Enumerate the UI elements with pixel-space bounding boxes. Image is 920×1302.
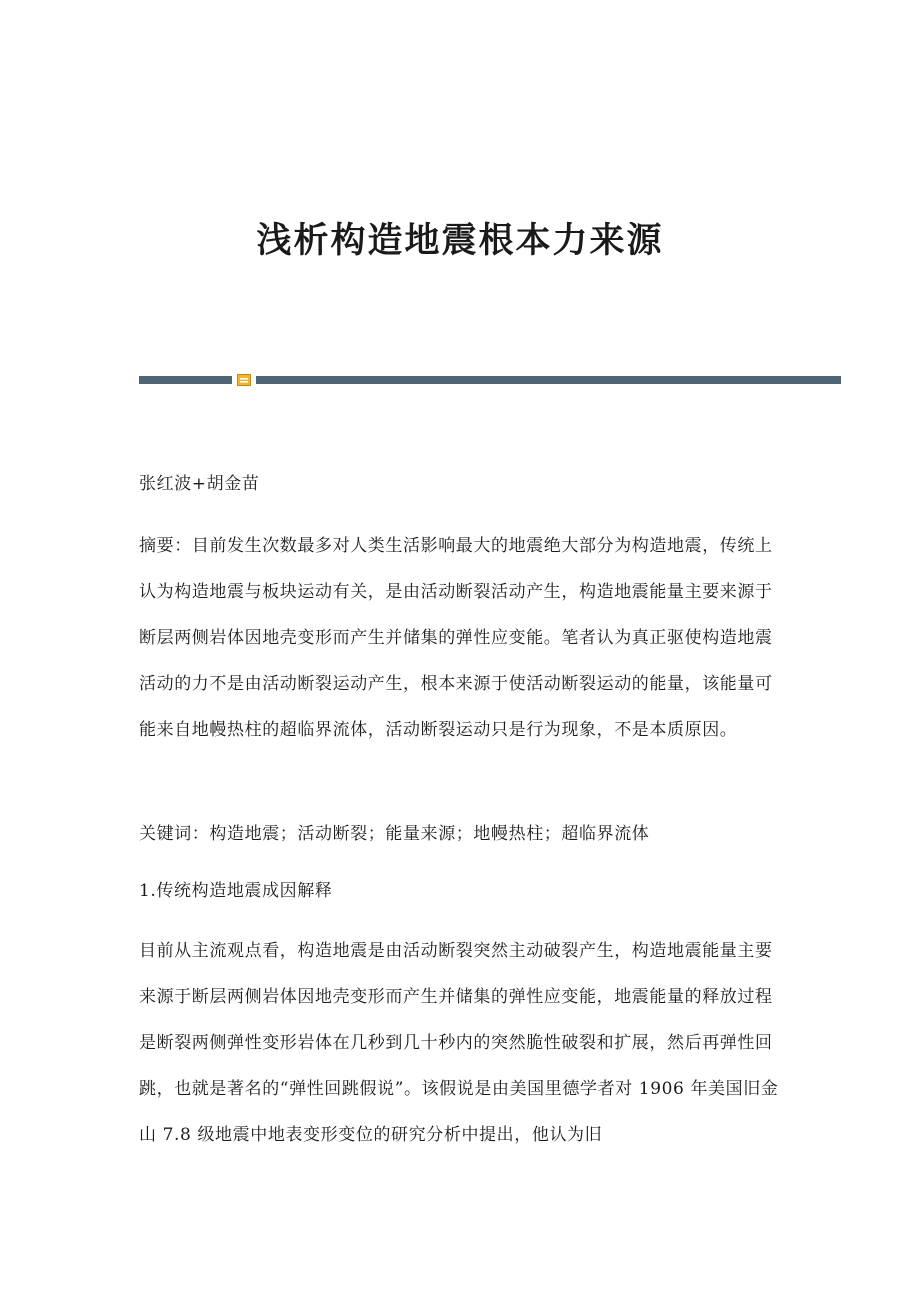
section-heading: 1.传统构造地震成因解释 bbox=[139, 881, 333, 901]
divider-bar-right bbox=[256, 376, 841, 384]
author-line: 张红波+胡金苗 bbox=[139, 474, 260, 494]
divider-bar-left bbox=[139, 376, 232, 384]
keywords-text: 构造地震；活动断裂；能量来源；地幔热柱；超临界流体 bbox=[209, 824, 650, 844]
divider-emblem-icon bbox=[237, 374, 251, 386]
abstract-text: 目前发生次数最多对人类生活影响最大的地震绝大部分为构造地震，传统上认为构造地震与板块运动有关，是由活动断裂活动产生，构造地震能量主要来源于断层两侧岩体因地壳变形而产生并储集的弹性应变能。笔者认为真正驱使构造地震活动的力不是由活动断裂运动产生，根本来源于使活动断裂运动的能量，该能量可能来自地幔热柱的超临界流体，活动断裂运动只是行为现象，不是本质原因。 bbox=[139, 536, 773, 740]
abstract-paragraph bbox=[139, 523, 779, 753]
section-paragraph: 目前从主流观点看，构造地震是由活动断裂突然主动破裂产生，构造地震能量主要来源于断层两侧岩体因地壳变形而产生并储集的弹性应变能，地震能量的释放过程是断裂两侧弹性变形岩体在几秒到几十秒内的突然脆性破裂和扩展，然后再弹性回跳，也就是著名的“弹性回跳假说”。该假说是由美国里德学者对 1906 年美国旧金山 7.8 级地震中地表变形变位的研究分析中提出，他认为旧 bbox=[139, 941, 779, 1145]
keywords-line bbox=[139, 822, 779, 846]
keywords-label: 关键词： bbox=[139, 824, 210, 844]
abstract-label: 摘要： bbox=[139, 536, 192, 556]
paper-title: 浅析构造地震根本力来源 bbox=[256, 220, 664, 261]
title-divider bbox=[139, 374, 841, 386]
